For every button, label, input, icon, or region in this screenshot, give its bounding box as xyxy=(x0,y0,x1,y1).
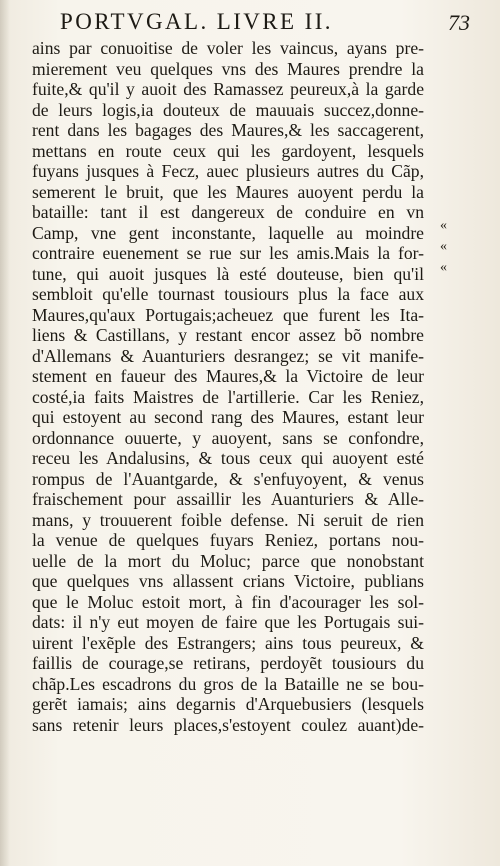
text-line: uelle de la mort du Moluc; parce que nonobstant xyxy=(32,550,424,571)
text-line: sans retenir leurs places,s'estoyent coulez auant)de- xyxy=(32,714,424,735)
page-header xyxy=(0,6,500,36)
text-line: fuyans jusques à Fecz, auec plusieurs autres du Cãp, xyxy=(32,161,424,181)
text-line: ordonnance ouuerte, y auoyent, sans se confondre, xyxy=(32,427,424,448)
text-line: de leurs logis,ia douteux de mauuais succez,donne- xyxy=(32,99,424,120)
text-line: uirent l'exẽple des Estrangers; ains tous peureux, & xyxy=(32,632,424,653)
text-line: qui estoyent au second rang des Maures, estant leur xyxy=(32,407,424,427)
text-line: chãp.Les escadrons du gros de la Bataille ne se bou- xyxy=(32,673,424,694)
text-line: liens & Castillans, y restant encor assez bõ nombre xyxy=(32,325,424,345)
page-number: 73 xyxy=(448,10,470,35)
text-line: faillis de courage,se retirans, perdoyẽt tousiours du xyxy=(32,653,424,673)
text-line: mans, y trouuerent foible defense. Ni seruit de rien xyxy=(32,509,424,530)
text-line: bataille: tant il est dangereux de conduire en vn xyxy=(32,202,424,222)
text-line: Maures,qu'aux Portugais;acheuez que furent les Ita- xyxy=(32,304,424,325)
text-line: mettans en route ceux qui les gardoyent, lesquels xyxy=(32,140,424,161)
text-line: que le Moluc estoit mort, à fin d'acourager les sol- xyxy=(32,591,424,612)
text-line: fraischement pour assaillir les Auanturiers & Alle- xyxy=(32,489,424,509)
margin-quote-mark: « xyxy=(440,218,447,233)
text-line: semerent le bruit, que les Maures auoyent perdu la xyxy=(32,181,424,202)
margin-quote-mark: « xyxy=(440,260,447,275)
text-line: tune, qui auoit jusques là esté douteuse, bien qu'il xyxy=(32,263,424,284)
text-line: receu les Andalusins, & tous ceux qui auoyent esté xyxy=(32,448,424,468)
text-line: mierement veu quelques vns des Maures prendre la xyxy=(32,58,424,79)
text-line: Camp, vne gent inconstante, laquelle au moindre xyxy=(32,222,424,243)
text-line: gerẽt iamais; ains degarnis d'Arquebusiers (lesquels xyxy=(32,694,424,714)
text-line: contraire euenement se rue sur les amis.Mais la for- xyxy=(32,243,424,263)
text-line: ains par conuoitise de voler les vaincus, ayans pre- xyxy=(32,38,424,58)
text-line: d'Allemans & Auanturiers desrangez; se vit manife- xyxy=(32,345,424,366)
text-line: rompus de l'Auantgarde, & s'enfuyoyent, & venus xyxy=(32,468,424,489)
text-line: costé,ia faits Maistres de l'artillerie. Car les Reniez, xyxy=(32,386,424,407)
text-line: stement en faueur des Maures,& la Victoire de leur xyxy=(32,366,424,386)
text-line: fuite,& qu'il y auoit des Ramassez peureux,à la garde xyxy=(32,79,424,99)
text-line: rent dans les bagages des Maures,& les saccagerent, xyxy=(32,120,424,140)
text-line: que quelques vns allassent crians Victoire, publians xyxy=(32,571,424,591)
text-line: la venue de quelques fuyars Reniez, portans nou- xyxy=(32,530,424,550)
text-line: sembloit qu'elle tournast tousiours plus la face aux xyxy=(32,284,424,304)
margin-quote-mark: « xyxy=(440,239,447,254)
body-text xyxy=(32,38,424,735)
gutter-shadow xyxy=(0,0,10,866)
text-line: dats: il n'y eut moyen de faire que les Portugais sui- xyxy=(32,612,424,632)
running-title: PORTVGAL. LIVRE II. xyxy=(60,9,333,34)
